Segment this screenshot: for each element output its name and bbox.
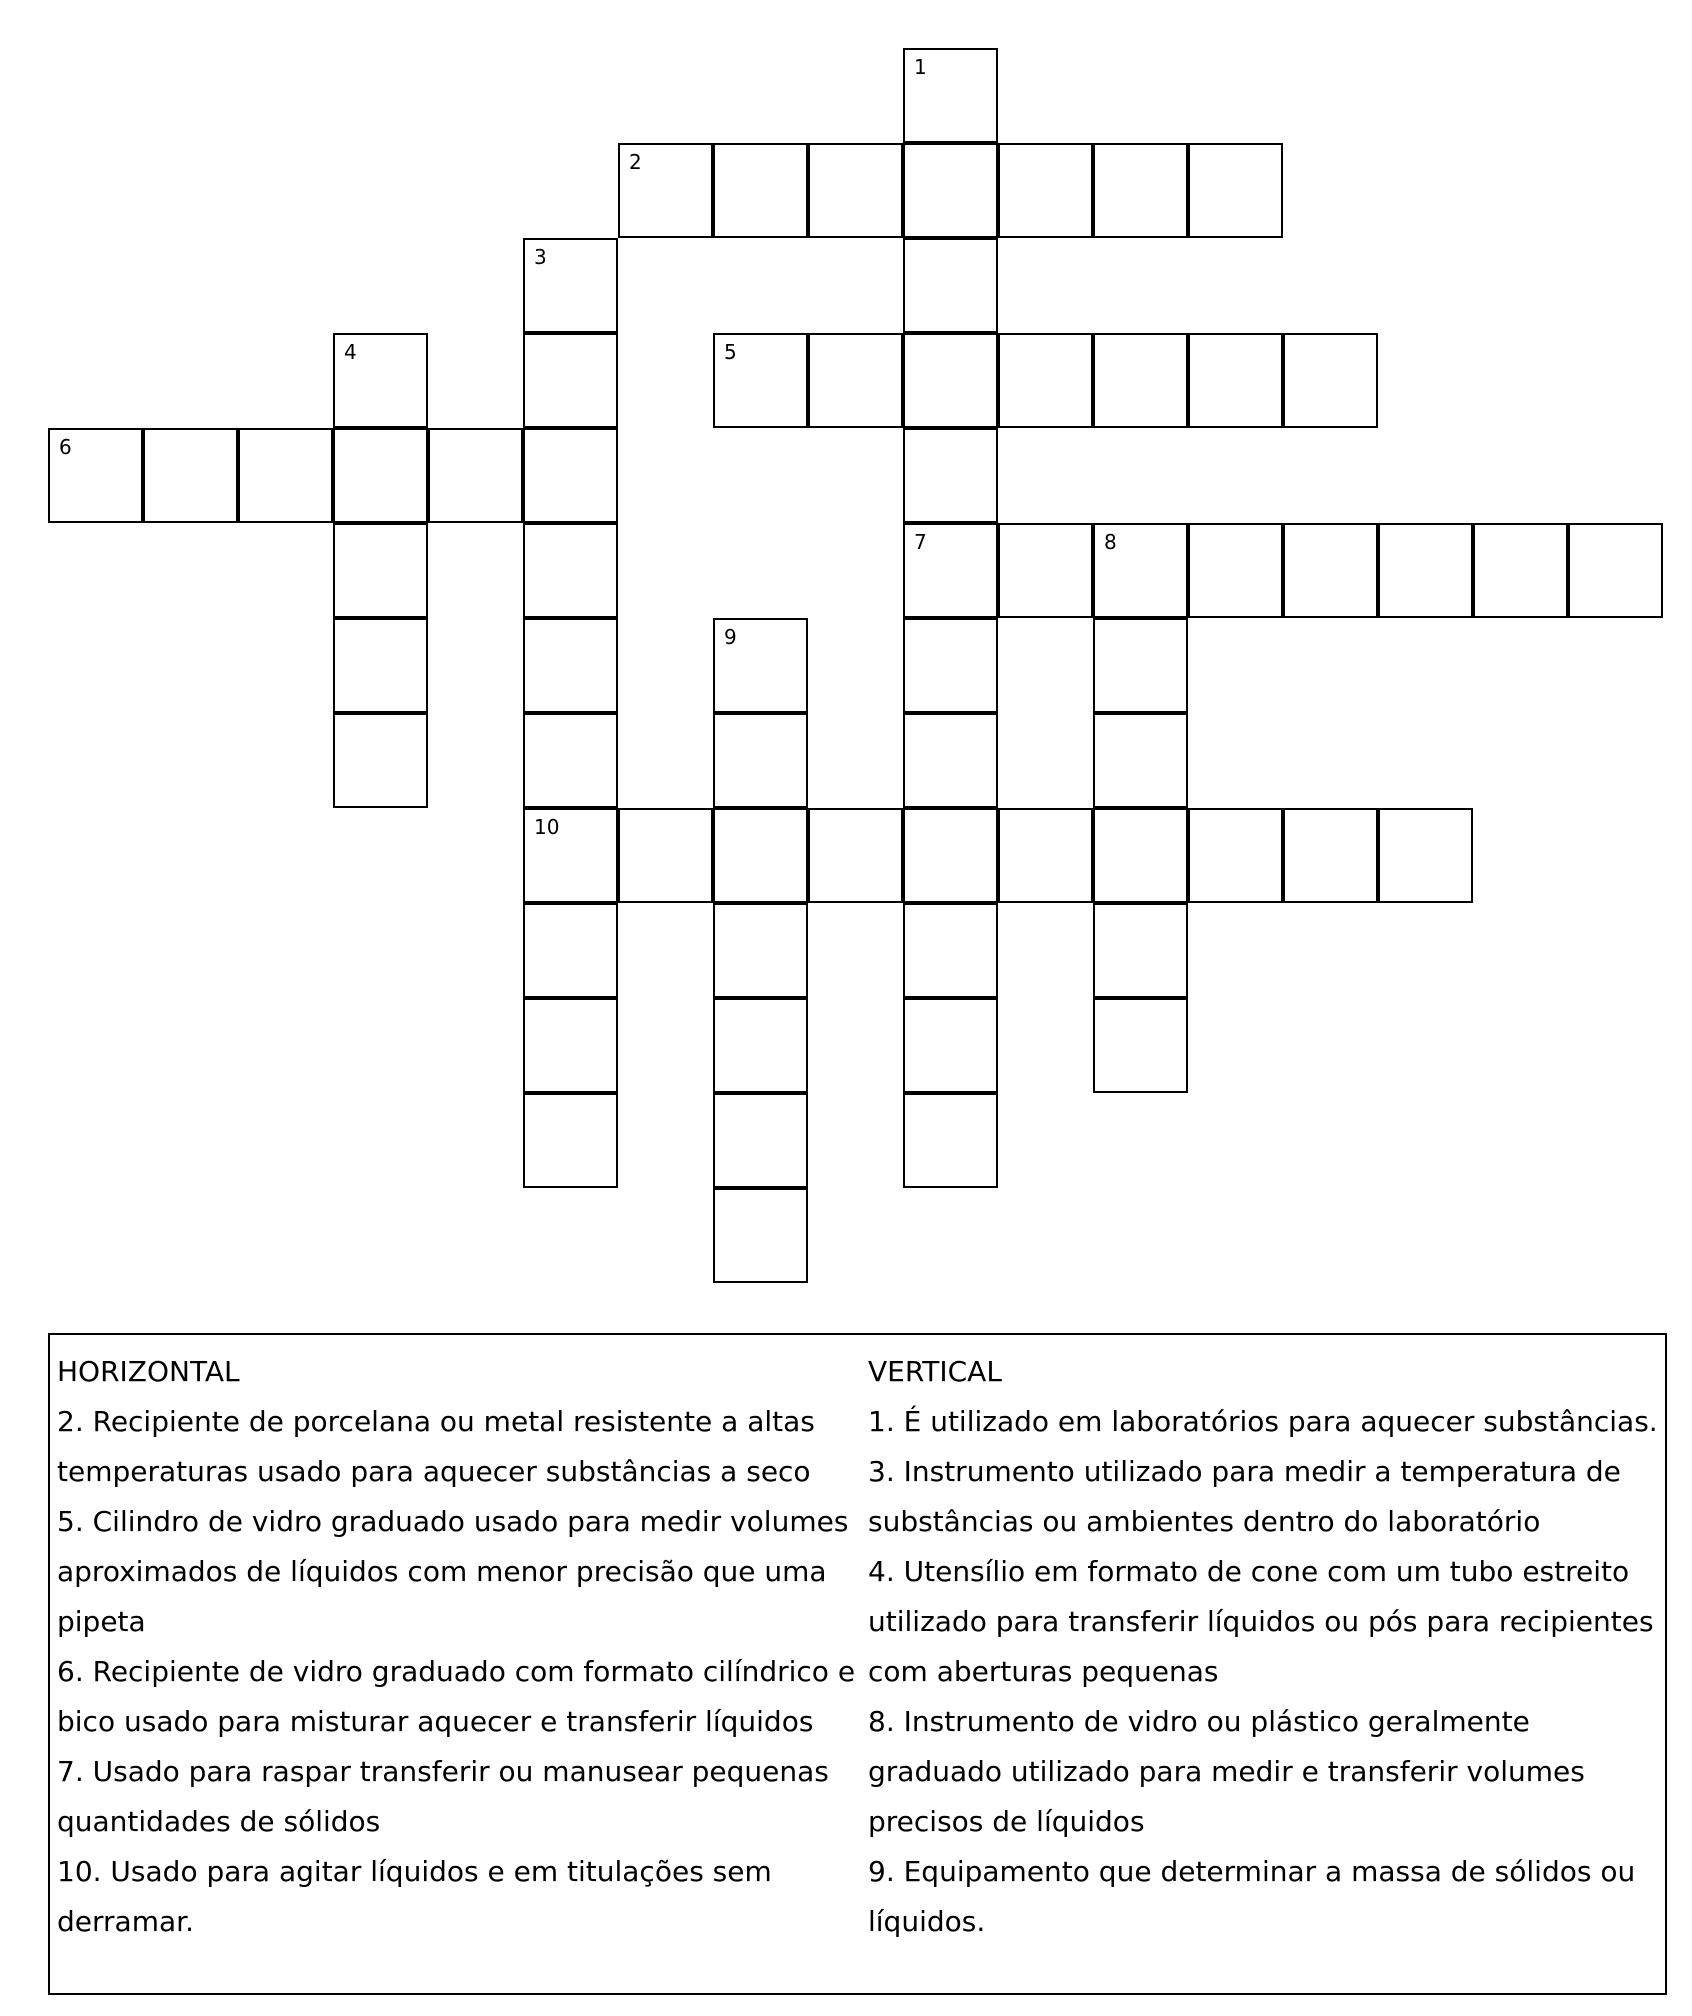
- grid-cell[interactable]: [523, 713, 618, 808]
- grid-cell[interactable]: [333, 523, 428, 618]
- grid-cell[interactable]: [1188, 143, 1283, 238]
- grid-cell[interactable]: [48, 428, 143, 523]
- vertical-title: VERTICAL: [868, 1355, 1002, 1388]
- clue-horizontal-6: 6. Recipiente de vidro graduado com formato cilíndrico e bico usado para misturar aquecer e transferir líquidos: [57, 1655, 856, 1738]
- grid-cell[interactable]: [1093, 618, 1188, 713]
- grid-cell[interactable]: [808, 143, 903, 238]
- grid-cell[interactable]: [903, 333, 998, 428]
- grid-cell[interactable]: [998, 808, 1093, 903]
- vertical-clues: [868, 1347, 1663, 1947]
- grid-cell[interactable]: [618, 143, 713, 238]
- clue-number: 6: [59, 435, 72, 459]
- grid-cell[interactable]: [903, 713, 998, 808]
- grid-cell[interactable]: [523, 618, 618, 713]
- clue-number: 5: [724, 340, 737, 364]
- grid-cell[interactable]: [903, 48, 998, 143]
- grid-cell[interactable]: [1378, 523, 1473, 618]
- clue-box: [48, 1333, 1667, 1995]
- grid-cell[interactable]: [333, 713, 428, 808]
- grid-cell[interactable]: [1093, 333, 1188, 428]
- grid-cell[interactable]: [523, 808, 618, 903]
- grid-cell[interactable]: [903, 808, 998, 903]
- grid-cell[interactable]: [333, 428, 428, 523]
- clue-number: 4: [344, 340, 357, 364]
- grid-cell[interactable]: [1283, 523, 1378, 618]
- clue-number: 2: [629, 150, 642, 174]
- grid-cell[interactable]: [1093, 143, 1188, 238]
- grid-cell[interactable]: [1188, 333, 1283, 428]
- grid-cell[interactable]: [808, 333, 903, 428]
- grid-cell[interactable]: [903, 428, 998, 523]
- grid-cell[interactable]: [523, 523, 618, 618]
- grid-cell[interactable]: [903, 998, 998, 1093]
- grid-cell[interactable]: [523, 238, 618, 333]
- grid-cell[interactable]: [903, 1093, 998, 1188]
- grid-cell[interactable]: [713, 903, 808, 998]
- grid-cell[interactable]: [143, 428, 238, 523]
- grid-cell[interactable]: [713, 618, 808, 713]
- grid-cell[interactable]: [713, 143, 808, 238]
- grid-cell[interactable]: [998, 523, 1093, 618]
- grid-cell[interactable]: [713, 333, 808, 428]
- clue-vertical-3: 3. Instrumento utilizado para medir a temperatura de substâncias ou ambientes dentro do laboratório: [868, 1455, 1621, 1538]
- clue-number: 3: [534, 245, 547, 269]
- grid-cell[interactable]: [713, 998, 808, 1093]
- clue-horizontal-5: 5. Cilindro de vidro graduado usado para medir volumes aproximados de líquidos com menor precisão que uma pipeta: [57, 1505, 849, 1638]
- grid-cell[interactable]: [903, 618, 998, 713]
- grid-cell[interactable]: [1568, 523, 1663, 618]
- grid-cell[interactable]: [903, 523, 998, 618]
- grid-cell[interactable]: [428, 428, 523, 523]
- grid-cell[interactable]: [713, 1188, 808, 1283]
- clue-number: 10: [534, 815, 560, 839]
- clue-number: 9: [724, 625, 737, 649]
- clue-vertical-8: 8. Instrumento de vidro ou plástico geralmente graduado utilizado para medir e transferir volumes precisos de líquidos: [868, 1705, 1585, 1838]
- grid-cell[interactable]: [523, 428, 618, 523]
- grid-cell[interactable]: [1188, 523, 1283, 618]
- grid-cell[interactable]: [998, 143, 1093, 238]
- grid-cell[interactable]: [713, 1093, 808, 1188]
- grid-cell[interactable]: [1093, 903, 1188, 998]
- horizontal-title: HORIZONTAL: [57, 1355, 240, 1388]
- clue-number: 1: [914, 55, 927, 79]
- grid-cell[interactable]: [713, 808, 808, 903]
- grid-cell[interactable]: [1378, 808, 1473, 903]
- grid-cell[interactable]: [333, 618, 428, 713]
- clue-horizontal-10: 10. Usado para agitar líquidos e em titulações sem derramar.: [57, 1855, 772, 1938]
- grid-cell[interactable]: [808, 808, 903, 903]
- grid-cell[interactable]: [238, 428, 333, 523]
- clue-number: 8: [1104, 530, 1117, 554]
- grid-cell[interactable]: [1283, 808, 1378, 903]
- grid-cell[interactable]: [903, 903, 998, 998]
- grid-cell[interactable]: [618, 808, 713, 903]
- grid-cell[interactable]: [1093, 808, 1188, 903]
- grid-cell[interactable]: [1473, 523, 1568, 618]
- grid-cell[interactable]: [1188, 808, 1283, 903]
- clue-vertical-1: 1. É utilizado em laboratórios para aquecer substâncias.: [868, 1405, 1658, 1438]
- grid-cell[interactable]: [523, 333, 618, 428]
- clue-horizontal-7: 7. Usado para raspar transferir ou manusear pequenas quantidades de sólidos: [57, 1755, 829, 1838]
- grid-cell[interactable]: [1093, 523, 1188, 618]
- clue-vertical-4: 4. Utensílio em formato de cone com um tubo estreito utilizado para transferir líquidos ou pós para recipientes com aberturas pequenas: [868, 1555, 1654, 1688]
- grid-cell[interactable]: [713, 713, 808, 808]
- grid-cell[interactable]: [1283, 333, 1378, 428]
- grid-cell[interactable]: [523, 1093, 618, 1188]
- grid-cell[interactable]: [903, 238, 998, 333]
- grid-cell[interactable]: [1093, 998, 1188, 1093]
- clue-number: 7: [914, 530, 927, 554]
- grid-cell[interactable]: [333, 333, 428, 428]
- grid-cell[interactable]: [903, 143, 998, 238]
- horizontal-clues: [57, 1347, 857, 1947]
- grid-cell[interactable]: [523, 998, 618, 1093]
- clue-vertical-9: 9. Equipamento que determinar a massa de sólidos ou líquidos.: [868, 1855, 1636, 1938]
- grid-cell[interactable]: [998, 333, 1093, 428]
- clue-horizontal-2: 2. Recipiente de porcelana ou metal resistente a altas temperaturas usado para aquecer substâncias a seco: [57, 1405, 815, 1488]
- grid-cell[interactable]: [523, 903, 618, 998]
- grid-cell[interactable]: [1093, 713, 1188, 808]
